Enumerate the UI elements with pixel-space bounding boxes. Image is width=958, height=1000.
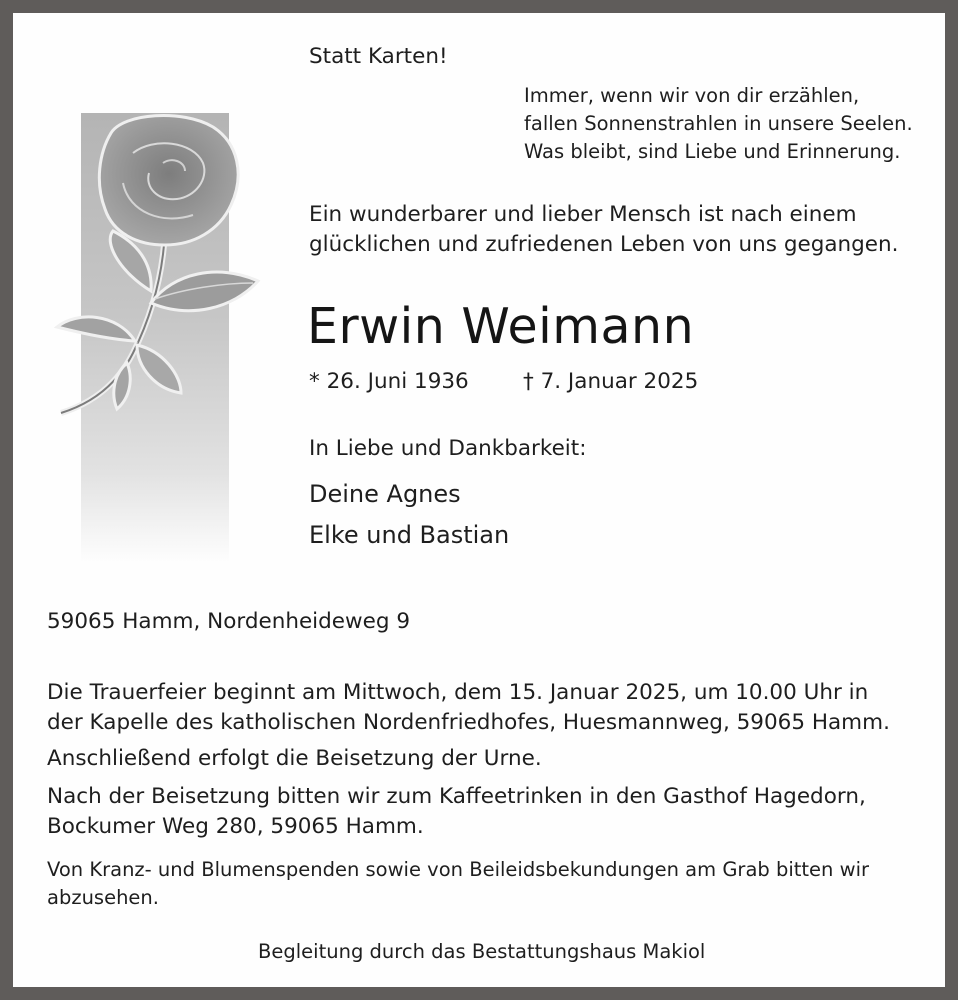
donations-line: abzusehen. xyxy=(47,886,159,909)
poem-line: Immer, wenn wir von dir erzählen, xyxy=(524,84,860,107)
ceremony-line: Anschließend erfolgt die Beisetzung der Urne. xyxy=(47,746,542,771)
deceased-name: Erwin Weimann xyxy=(307,298,695,355)
ceremony-line: Nach der Beisetzung bitten wir zum Kaffeetrinken in den Gasthof Hagedorn, xyxy=(47,784,866,809)
death-date: † 7. Januar 2025 xyxy=(523,369,699,394)
rose-illustration-icon xyxy=(53,113,268,433)
donations-line: Von Kranz- und Blumenspenden sowie von Beileidsbekundungen am Grab bitten wir xyxy=(47,858,869,881)
intro-line: glücklichen und zufriedenen Leben von uns gegangen. xyxy=(309,232,899,257)
mourner-name: Deine Agnes xyxy=(309,480,461,508)
ceremony-line: Bockumer Weg 280, 59065 Hamm. xyxy=(47,814,424,839)
ceremony-line: der Kapelle des katholischen Nordenfriedhofes, Huesmannweg, 59065 Hamm. xyxy=(47,710,890,735)
mourner-name: Elke und Bastian xyxy=(309,521,510,549)
statt-karten-heading: Statt Karten! xyxy=(309,44,448,69)
poem-line: Was bleibt, sind Liebe und Erinnerung. xyxy=(524,140,901,163)
mourners-heading: In Liebe und Dankbarkeit: xyxy=(309,436,587,461)
intro-line: Ein wunderbarer und lieber Mensch ist nach einem xyxy=(309,202,857,227)
funeral-home: Begleitung durch das Bestattungshaus Makiol xyxy=(258,940,706,963)
poem-line: fallen Sonnenstrahlen in unsere Seelen. xyxy=(524,112,913,135)
address: 59065 Hamm, Nordenheideweg 9 xyxy=(47,609,411,634)
ceremony-line: Die Trauerfeier beginnt am Mittwoch, dem 15. Januar 2025, um 10.00 Uhr in xyxy=(47,680,869,705)
birth-date: * 26. Juni 1936 xyxy=(309,369,469,394)
